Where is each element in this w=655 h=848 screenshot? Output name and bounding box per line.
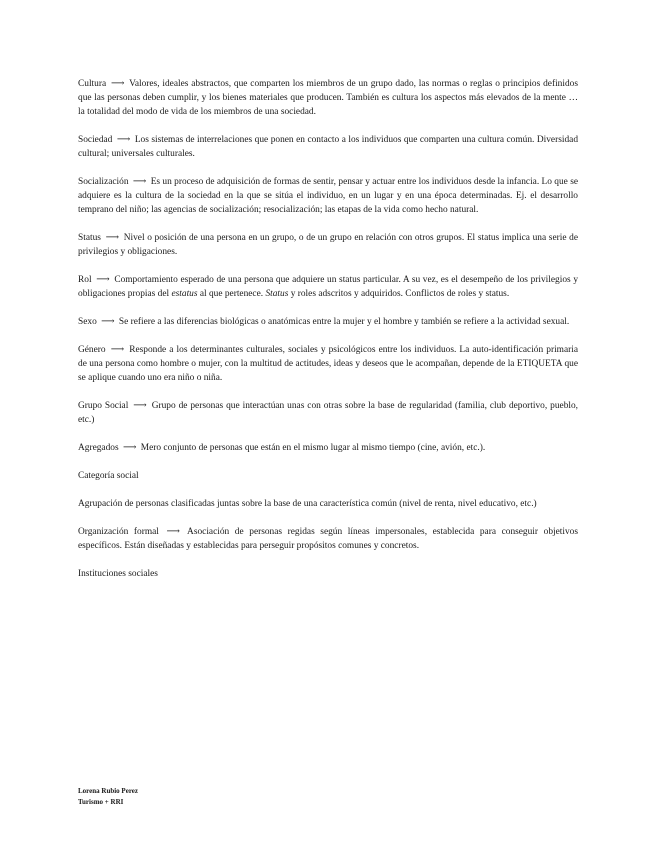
- arrow-icon: ⟶: [166, 527, 180, 537]
- footer-course: Turismo + RRI: [78, 798, 124, 806]
- entry-term: Sexo: [78, 317, 97, 327]
- entry-term: Género: [78, 345, 106, 355]
- arrow-icon: ⟶: [105, 233, 120, 243]
- arrow-icon: ⟶: [96, 275, 110, 285]
- entry-italic-term: Status: [265, 289, 289, 299]
- entry-agregados: [78, 441, 578, 455]
- entry-grupo-social: [78, 399, 578, 427]
- arrow-icon: ⟶: [133, 401, 147, 411]
- categoria-social-definition: Agrupación de personas clasificadas juntas sobre la base de una característica común (nivel de renta, nivel educativo, etc.): [78, 499, 537, 509]
- arrow-icon: ⟶: [101, 317, 115, 327]
- entry-sociedad: [78, 133, 578, 161]
- entry-rol: [78, 273, 578, 301]
- entry-definition: Responde a los determinantes culturales, sociales y psicológicos entre los individuos. La auto-identificación primaria de una persona como hombre o mujer, con la multitud de actitudes, ideas y deseos que le acompañan, depende de la ETIQUETA que se aplique cuando uno era niño o niña.: [78, 345, 579, 383]
- entry-definition: Grupo de personas que interactúan unas con otras sobre la base de regularidad (familia, club deportivo, pueblo, etc.): [78, 401, 579, 425]
- entry-definition: Es un proceso de adquisición de formas de sentir, pensar y actuar entre los individuos desde la infancia. Lo que se adquiere es la cultura de la sociedad en la que se sitúa el individuo, en un lugar y en una época determinadas. Ej. el desarrollo temprano del niño; las agencias de socialización; resocialización; las etapas de la vida como hecho natural.: [78, 177, 578, 215]
- footer-author: Lorena Rubio Perez: [78, 787, 139, 795]
- page-footer: [78, 786, 138, 808]
- arrow-icon: ⟶: [132, 177, 147, 187]
- entry-socializacion: [78, 175, 578, 217]
- entry-term: Socialización: [78, 177, 129, 187]
- entry-definition: Los sistemas de interrelaciones que ponen en contacto a los individuos que comparten una cultura común. Diversidad cultural; universales culturales.: [78, 135, 579, 159]
- entry-definition: Valores, ideales abstractos, que comparten los miembros de un grupo dado, las normas o reglas o principios definidos que las personas deben cumplir, y los bienes materiales que producen. También es cultura los aspectos más elevados de la mente … la totalidad del modo de vida de los miembros de una sociedad.: [78, 79, 578, 117]
- heading-categoria-social: Categoría social: [78, 471, 139, 481]
- entry-term: Status: [78, 233, 101, 243]
- entry-term: Agregados: [78, 443, 119, 453]
- entry-definition: Asociación de personas regidas según líneas impersonales, establecida para conseguir objetivos específicos. Están diseñadas y establecidas para perseguir propósitos comunes y concretos.: [78, 527, 579, 551]
- entry-status: [78, 231, 578, 259]
- entry-term: Cultura: [78, 79, 107, 89]
- arrow-icon: ⟶: [110, 345, 125, 355]
- heading-instituciones-sociales: Instituciones sociales: [78, 569, 158, 579]
- entry-definition: Mero conjunto de personas que están en el mismo lugar al mismo tiempo (cine, avión, etc.).: [140, 443, 486, 453]
- arrow-icon: ⟶: [110, 79, 125, 89]
- arrow-icon: ⟶: [116, 135, 131, 145]
- entry-term: Rol: [78, 275, 92, 285]
- entry-definition-part-b: al que pertenece.: [199, 289, 264, 299]
- entry-definition-part-c: y roles adscritos y adquiridos. Conflictos de roles y status.: [290, 289, 510, 299]
- entry-definition: Se refiere a las diferencias biológicas o anatómicas entre la mujer y el hombre y también se refiere a la actividad sexual.: [118, 317, 570, 327]
- entry-definition: Nivel o posición de una persona en un grupo, o de un grupo en relación con otros grupos. El status implica una serie de privilegios y obligaciones.: [78, 233, 579, 257]
- entry-genero: [78, 343, 578, 385]
- document-body: [78, 77, 578, 595]
- entry-italic-term: estatus: [171, 289, 198, 299]
- arrow-icon: ⟶: [122, 443, 137, 453]
- entry-definition-part-a: Comportamiento esperado de una persona que adquiere un status particular. A su vez, es el desempeño de los privilegios y obligaciones propias del: [78, 275, 579, 299]
- entry-organizacion-formal: [78, 525, 578, 553]
- entry-term: Sociedad: [78, 135, 113, 145]
- entry-term: Grupo Social: [78, 401, 129, 411]
- entry-cultura: [78, 77, 578, 119]
- entry-term: Organización formal: [78, 527, 159, 537]
- entry-sexo: [78, 315, 578, 329]
